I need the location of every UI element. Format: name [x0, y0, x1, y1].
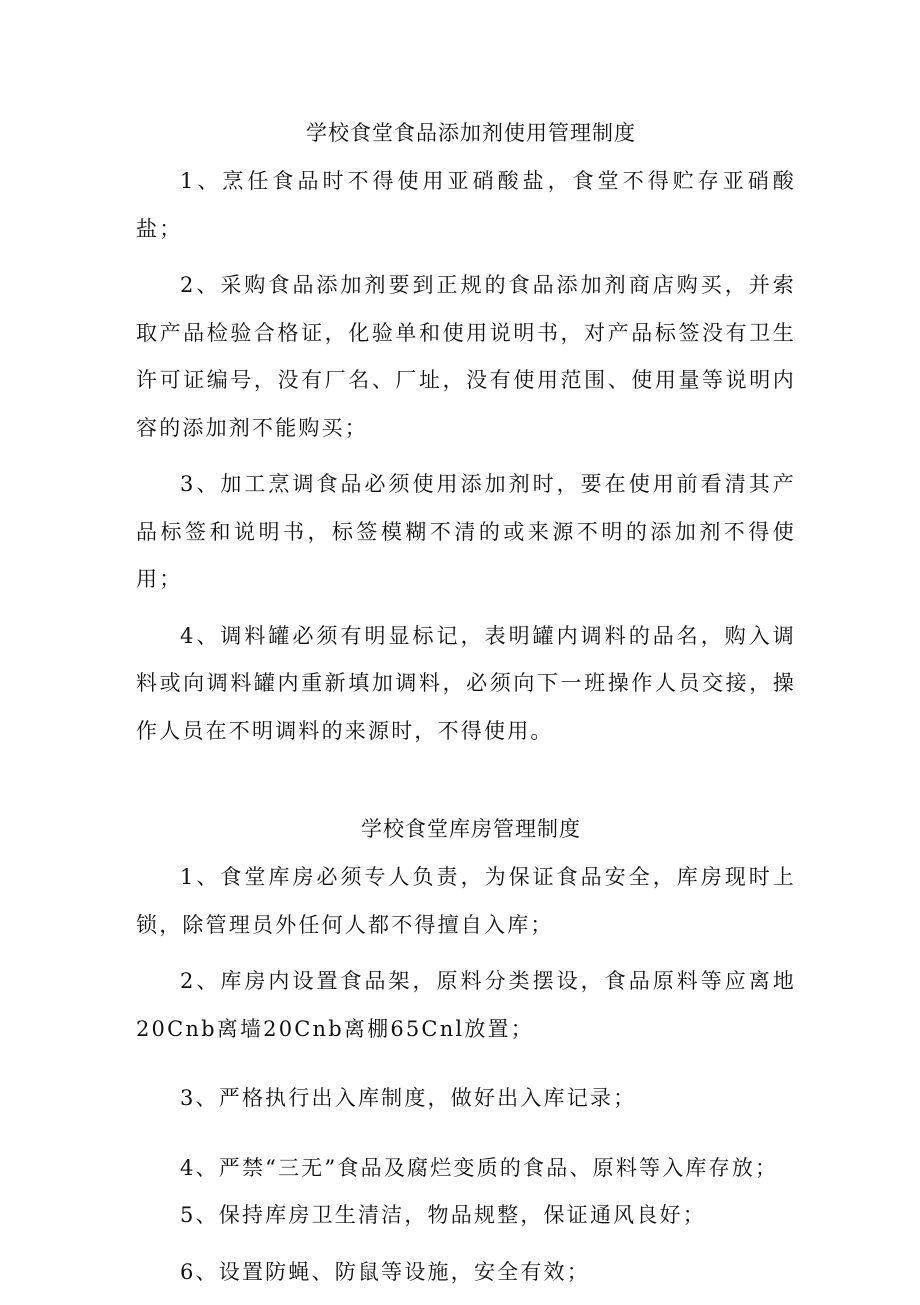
section2-paragraph-3: 3、严格执行出入库制度，做好出入库记录；	[180, 1086, 637, 1110]
section2-paragraph-2: 2、库房内设置食品架，原料分类摆设，食品原料等应离地20Cnb离墙20Cnb离棚65Cnl放置；	[136, 969, 796, 1041]
section1-paragraph-4: 4、调料罐必须有明显标记，表明罐内调料的品名，购入调料或向调料罐内重新填加调料，必须向下一班操作人员交接，操作人员在不明调料的来源时，不得使用。	[136, 623, 796, 743]
section1-paragraph-1: 1、烹任食品时不得使用亚硝酸盐，食堂不得贮存亚硝酸盐；	[136, 169, 796, 241]
section1-paragraph-2: 2、采购食品添加剂要到正规的食品添加剂商店购买，并索取产品检验合格证，化验单和使用说明书，对产品标签没有卫生许可证编号，没有厂名、厂址，没有使用范围、使用量等说明内容的添加剂不能购买；	[136, 273, 796, 440]
section2-paragraph-6: 6、设置防蝇、防鼠等设施，安全有效；	[180, 1259, 590, 1284]
section2-title: 学校食堂库房管理制度	[361, 817, 581, 841]
section2-paragraph-1: 1、食堂库房必须专人负责，为保证食品安全，库房现时上锁，除管理员外任何人都不得擅自入库；	[136, 865, 796, 937]
document-body	[136, 108, 796, 1305]
section-spacer	[136, 764, 796, 804]
section1-title: 学校食堂食品添加剂使用管理制度	[306, 121, 636, 145]
section2-paragraph-4: 4、严禁“三无”食品及腐烂变质的食品、原料等入库存放；	[180, 1155, 779, 1180]
section2-paragraph-5: 5、保持库房卫生清洁，物品规整，保证通风良好；	[180, 1203, 706, 1227]
section1-paragraph-3: 3、加工烹调食品必须使用添加剂时，要在使用前看清其产品标签和说明书，标签模糊不清的或来源不明的添加剂不得使用；	[136, 472, 796, 591]
